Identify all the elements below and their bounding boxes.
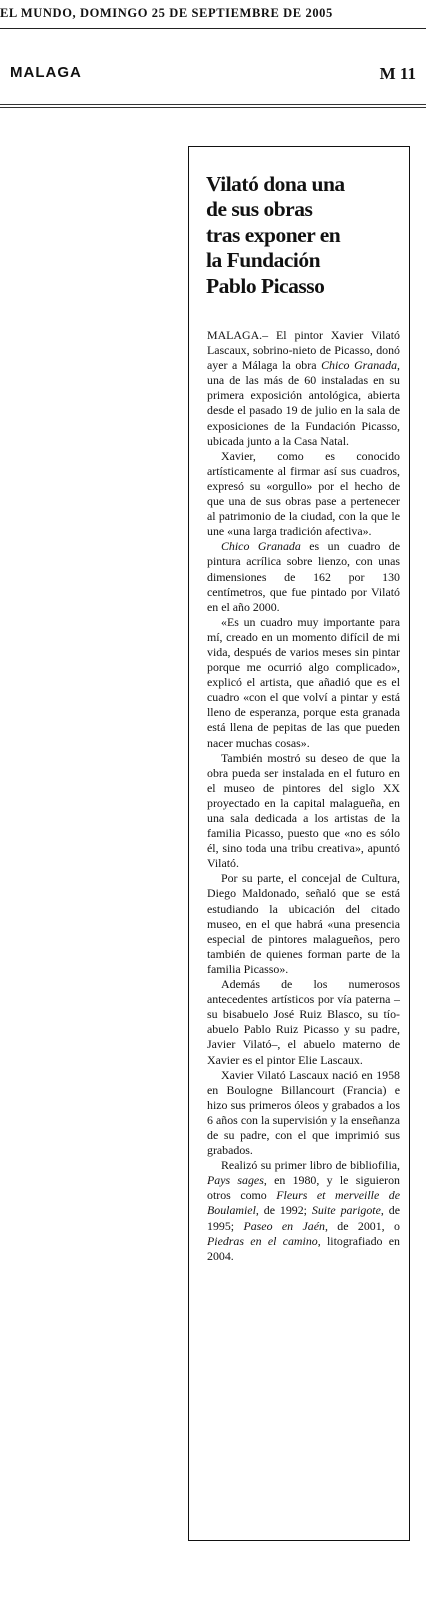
section-name: MALAGA: [10, 64, 82, 81]
text-run: , de 1992;: [255, 1203, 312, 1218]
top-rule: [0, 28, 426, 29]
text-run: Por su parte, el concejal de Cultura, Diego Maldonado, señaló que se está estudiando la ubicación del citado museo, en el que habrá «una presencia especial de pintores malagueños, pero también de quienes forman parte de la familia Picasso».: [207, 871, 400, 976]
italic-title: Suite parigote: [311, 1203, 381, 1218]
headline-line: Pablo Picasso: [206, 273, 325, 298]
italic-title: Piedras en el camino: [207, 1233, 318, 1248]
italic-title: Chico Granada: [321, 358, 398, 373]
page-number: M 11: [379, 64, 416, 83]
italic-title: Pays sages: [207, 1173, 264, 1188]
italic-title: Paseo en Jaén: [243, 1218, 325, 1233]
dateline: EL MUNDO, DOMINGO 25 DE SEPTIEMBRE DE 2005: [0, 6, 333, 20]
text-run: Además de los numerosos antecedentes artísticos por vía paterna –su bisabuelo José Ruiz Blasco, su tío-abuelo Pablo Ruiz Picasso y su padre, Javier Vilató–, el abuelo materno de Xavier es el pintor Elie Lascaux.: [207, 977, 400, 1067]
text-run: , de 1995;: [207, 1203, 400, 1233]
headline-line: de sus obras: [206, 197, 313, 222]
text-run: , en 1980, y le siguieron otros como: [207, 1173, 400, 1203]
article-paragraph: [207, 977, 400, 1068]
article-paragraph: [207, 615, 400, 751]
article-paragraph: [207, 449, 400, 540]
article-paragraph: [207, 751, 400, 872]
text-run: , una de las más de 60 instaladas en su primera exposición antológica, abierta desde el pasado 19 de julio en la sala de exposiciones de la Fundación Picasso, ubicada junto a la Casa Natal.: [207, 358, 400, 448]
text-run: MALAGA.– El pintor Xavier Vilató Lascaux, sobrino-nieto de Picasso, donó ayer a Málaga la obra: [207, 328, 400, 373]
italic-title: Fleurs et merveille de Boulamiel: [207, 1188, 400, 1218]
header-rule-second: [0, 107, 426, 108]
header-rule: [0, 104, 426, 105]
text-run: «Es un cuadro muy importante para mí, creado en un momento difícil de mi vida, después de varios meses sin pintar porque me ocurrió algo complicado», explicó el artista, que añadió que es el cuadro «con el que volví a pintar y está lleno de esperanza, porque esta granada está llena de pepitas de las que pueden nacer muchas cosas».: [207, 614, 400, 750]
article-paragraph: [207, 1068, 400, 1159]
headline-line: la Fundación: [206, 248, 321, 273]
article-paragraph: [207, 1158, 400, 1264]
text-run: Xavier, como es conocido artísticamente al firmar así sus cuadros, expresó su «orgullo» por el hecho de que una de sus obras pase a pertenecer al patrimonio de la ciudad, con la que le une «una larga tradición afectiva».: [207, 448, 400, 539]
text-run: Realizó su primer libro de bibliofilia,: [221, 1158, 400, 1173]
headline-line: Vilató dona una: [206, 172, 345, 196]
article-paragraph: [207, 328, 400, 449]
text-run: , de 2001, o: [324, 1218, 400, 1233]
headline: [206, 172, 402, 299]
text-run: , litografiado en 2004.: [207, 1233, 400, 1263]
text-run: También mostró su deseo de que la obra pueda ser instalada en el futuro en el museo de pintores del siglo XX proyectado en la capital malagueña, en una sala dedicada a los artistas de la familia Picasso, puesto que «no es sólo él, sino toda una tribu creativa», apuntó Vilató.: [207, 750, 400, 871]
article-paragraph: [207, 871, 400, 977]
article-body: [207, 328, 400, 1264]
text-run: es un cuadro de pintura acrílica sobre lienzo, con unas dimensiones de 162 por 130 centímetros, que fue pintado por Vilató en el año 2000.: [207, 539, 400, 614]
text-run: Xavier Vilató Lascaux nació en 1958 en Boulogne Billancourt (Francia) e hizo sus primeros óleos y grabados a los 6 años con la supervisión y la enseñanza de su padre, con el que imprimió sus grabados.: [207, 1067, 400, 1158]
article-paragraph: [207, 539, 400, 614]
headline-line: tras exponer en: [206, 222, 341, 247]
italic-title: Chico Granada: [221, 539, 301, 554]
